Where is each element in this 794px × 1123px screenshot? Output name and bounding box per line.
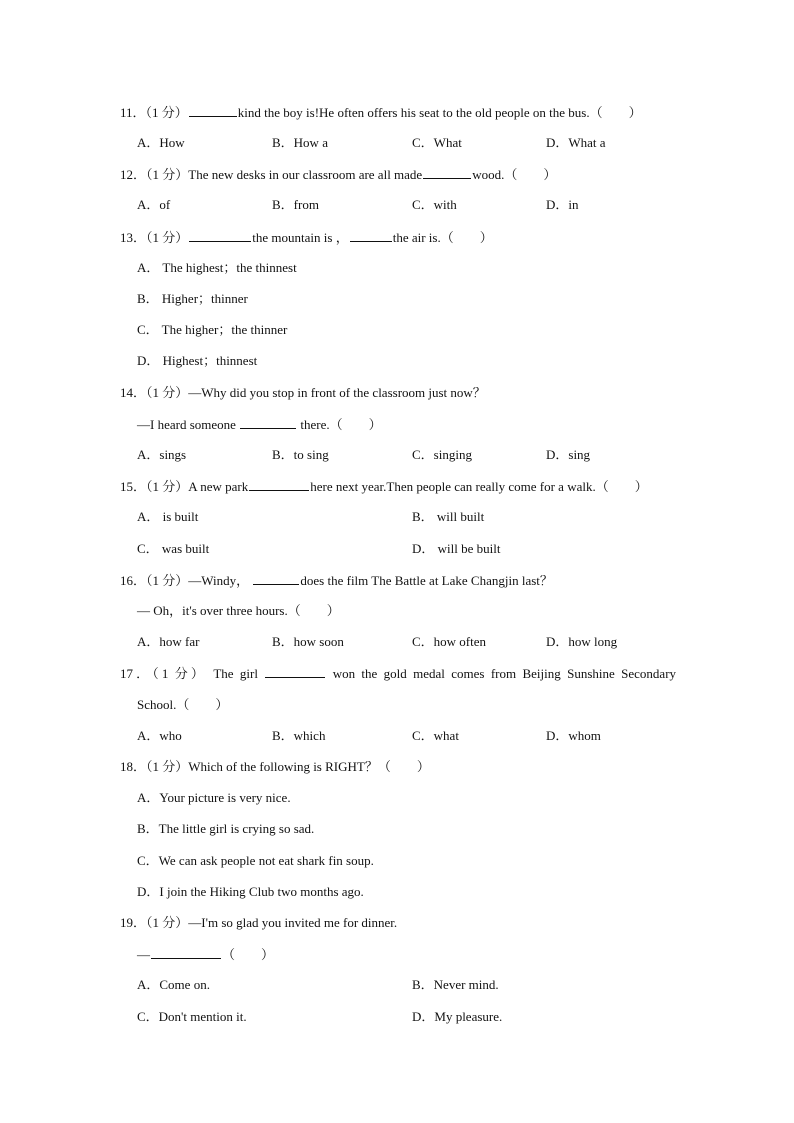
option-d[interactable]: D． Highest；thinnest xyxy=(137,353,258,368)
question-14-line-2 xyxy=(137,416,382,433)
option-a[interactable]: A．Your picture is very nice. xyxy=(137,790,291,805)
question-text: there.（ ） xyxy=(300,417,382,432)
option-b[interactable]: B． Higher；thinner xyxy=(137,291,248,306)
answer-blank[interactable] xyxy=(249,478,309,491)
question-18 xyxy=(120,759,430,775)
option-b[interactable]: B．How a xyxy=(272,135,328,150)
option-b[interactable]: B．to sing xyxy=(272,447,329,462)
question-text: （ ） xyxy=(222,947,275,962)
question-17-line-2: School.（ ） xyxy=(137,697,229,712)
question-score: （1 分） xyxy=(146,759,189,774)
option-b[interactable]: B．from xyxy=(272,197,319,212)
question-score: （1 分） xyxy=(145,105,188,120)
option-a[interactable]: A．Come on. xyxy=(137,977,210,992)
question-number: 14． xyxy=(120,385,147,400)
option-a[interactable]: A．of xyxy=(137,197,171,212)
option-c[interactable]: C．with xyxy=(412,197,457,212)
question-number: 16． xyxy=(120,573,147,588)
question-14 xyxy=(120,385,486,401)
question-score: （1 分） xyxy=(152,666,207,681)
question-19-line-2 xyxy=(137,946,274,963)
option-d[interactable]: D．how long xyxy=(546,634,618,649)
option-d[interactable]: D．whom xyxy=(546,728,601,743)
question-text: wood.（ ） xyxy=(472,167,557,182)
question-score: （1 分） xyxy=(146,230,189,245)
question-number: 19． xyxy=(120,915,147,930)
question-19 xyxy=(120,915,397,931)
question-number: 17． xyxy=(120,666,153,681)
answer-blank[interactable] xyxy=(240,416,296,429)
question-16 xyxy=(120,572,553,589)
option-a[interactable]: A．who xyxy=(137,728,182,743)
question-12 xyxy=(120,166,556,183)
question-number: 12． xyxy=(120,167,147,182)
option-a[interactable]: A．sings xyxy=(137,447,187,462)
option-c[interactable]: C． The higher；the thinner xyxy=(137,322,288,337)
question-text: here next year.Then people can really come for a walk.（ ） xyxy=(310,479,648,494)
question-score: （1 分） xyxy=(146,573,189,588)
question-text: Which of the following is RIGHT？（ ） xyxy=(188,759,430,774)
question-number: 15． xyxy=(120,479,147,494)
question-number: 18． xyxy=(120,759,147,774)
option-b[interactable]: B． will built xyxy=(412,509,485,524)
question-text: —Windy， xyxy=(188,573,250,588)
option-b[interactable]: B．Never mind. xyxy=(412,977,499,992)
answer-blank[interactable] xyxy=(189,104,237,117)
question-text: —I heard someone xyxy=(137,417,236,432)
question-text: The new desks in our classroom are all made xyxy=(188,167,423,182)
answer-blank[interactable] xyxy=(423,166,471,179)
question-text: the air is.（ ） xyxy=(392,230,493,245)
option-d[interactable]: D．in xyxy=(546,197,579,212)
option-d[interactable]: D．What a xyxy=(546,135,606,150)
answer-blank[interactable] xyxy=(265,665,325,678)
answer-blank-1[interactable] xyxy=(189,229,251,242)
option-a[interactable]: A．how far xyxy=(137,634,200,649)
question-16-line-2: — Oh，it's over three hours.（ ） xyxy=(137,603,340,618)
option-b[interactable]: B．The little girl is crying so sad. xyxy=(137,821,315,836)
question-score: （1 分） xyxy=(146,385,189,400)
option-c[interactable]: C．how often xyxy=(412,634,487,649)
question-text: won the gold medal comes from Beijing Sunshine Secondary xyxy=(332,666,677,681)
option-c[interactable]: C．We can ask people not eat shark fin soup. xyxy=(137,853,374,868)
option-d[interactable]: D．sing xyxy=(546,447,591,462)
option-d[interactable]: D． will be built xyxy=(412,541,501,556)
question-score: （1 分） xyxy=(146,167,189,182)
question-number: 13． xyxy=(120,230,147,245)
question-text: the mountain is ， xyxy=(252,230,349,245)
option-c[interactable]: C．Don't mention it. xyxy=(137,1009,247,1024)
question-text: —Why did you stop in front of the classroom just now？ xyxy=(188,385,486,400)
option-d[interactable]: D．I join the Hiking Club two months ago. xyxy=(137,884,364,899)
question-text: does the film The Battle at Lake Changjin last？ xyxy=(300,573,553,588)
question-score: （1 分） xyxy=(146,479,189,494)
question-text: kind the boy is!He often offers his seat to the old people on the bus.（ ） xyxy=(237,105,642,120)
question-text: The girl xyxy=(213,666,258,681)
option-a[interactable]: A． The highest；the thinnest xyxy=(137,260,297,275)
answer-blank-2[interactable] xyxy=(350,229,392,242)
option-d[interactable]: D．My pleasure. xyxy=(412,1009,503,1024)
question-15 xyxy=(120,478,648,495)
option-a[interactable]: A． is built xyxy=(137,509,199,524)
question-score: （1 分） xyxy=(146,915,189,930)
question-text: A new park xyxy=(188,479,249,494)
answer-blank[interactable] xyxy=(151,946,221,959)
option-b[interactable]: B．how soon xyxy=(272,634,344,649)
question-13 xyxy=(120,229,493,246)
question-number: 11． xyxy=(120,105,146,120)
option-a[interactable]: A．How xyxy=(137,135,185,150)
answer-blank[interactable] xyxy=(253,572,299,585)
option-b[interactable]: B．which xyxy=(272,728,326,743)
question-17 xyxy=(120,665,676,682)
question-text: —I'm so glad you invited me for dinner. xyxy=(188,915,398,930)
option-c[interactable]: C．singing xyxy=(412,447,472,462)
option-c[interactable]: C．what xyxy=(412,728,459,743)
question-11 xyxy=(120,104,642,121)
option-c[interactable]: C． was built xyxy=(137,541,210,556)
question-text: — xyxy=(137,947,150,962)
option-c[interactable]: C．What xyxy=(412,135,462,150)
